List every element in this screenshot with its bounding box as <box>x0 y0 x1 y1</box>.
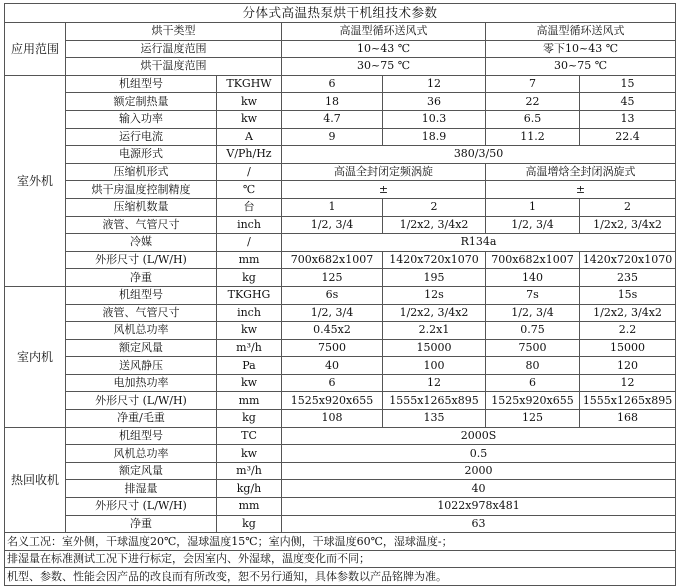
row-unit: TKGHG <box>217 286 282 304</box>
row-label: 外形尺寸 (L/W/H) <box>66 498 217 516</box>
cell: 2000S <box>282 427 676 445</box>
row-unit: kw <box>217 93 282 111</box>
cell: 1555x1265x895 <box>580 392 676 410</box>
section-recovery: 热回收机 <box>5 427 66 533</box>
row-label: 压缩机数量 <box>66 198 217 216</box>
cell: 15s <box>580 286 676 304</box>
header-row-optemp <box>5 40 676 58</box>
op-temp-a: 10~43 ℃ <box>282 40 486 58</box>
table-row <box>5 462 676 480</box>
row-label: 输入功率 <box>66 110 217 128</box>
cell: 15000 <box>383 339 486 357</box>
row-label: 净重 <box>66 269 217 287</box>
dry-temp-label: 烘干温度范围 <box>66 58 282 76</box>
cell: 高温全封闭定频涡旋 <box>282 163 486 181</box>
spec-sheet <box>4 3 675 586</box>
section-app: 应用范围 <box>5 23 66 76</box>
table-row <box>5 163 676 181</box>
row-unit: mm <box>217 498 282 516</box>
row-unit: m³/h <box>217 339 282 357</box>
table-row <box>5 198 676 216</box>
cell: 7500 <box>282 339 383 357</box>
dryer-type-label: 烘干类型 <box>66 23 282 41</box>
table-row <box>5 515 676 533</box>
cell: 1/2x2, 3/4x2 <box>580 304 676 322</box>
cell: 12s <box>383 286 486 304</box>
table-row <box>5 392 676 410</box>
cell: 12 <box>383 374 486 392</box>
cell: R134a <box>282 234 676 252</box>
row-unit: / <box>217 234 282 252</box>
cell: ± <box>486 181 676 199</box>
cell: 135 <box>383 410 486 428</box>
cell: 40 <box>282 480 676 498</box>
row-unit: TKGHW <box>217 75 282 93</box>
cell: 6 <box>282 75 383 93</box>
table-row <box>5 146 676 164</box>
table-row <box>5 427 676 445</box>
row-label: 送风静压 <box>66 357 217 375</box>
dry-temp-a: 30~75 ℃ <box>282 58 486 76</box>
title-row <box>5 4 676 23</box>
table-row <box>5 339 676 357</box>
row-label: 净重/毛重 <box>66 410 217 428</box>
note-disclaimer: 机型、参数、性能会因产品的改良而有所改变，恕不另行通知，具体参数以产品铭牌为准。 <box>5 568 676 586</box>
row-unit: TC <box>217 427 282 445</box>
table-row <box>5 480 676 498</box>
row-label: 额定风量 <box>66 339 217 357</box>
table-row <box>5 251 676 269</box>
cell: 1525x920x655 <box>282 392 383 410</box>
cell: 0.5 <box>282 445 676 463</box>
cell: 6.5 <box>486 110 580 128</box>
cell: 6 <box>486 374 580 392</box>
cell: 380/3/50 <box>282 146 676 164</box>
row-label: 烘干房温度控制精度 <box>66 181 217 199</box>
cell: 0.45x2 <box>282 322 383 340</box>
row-unit: inch <box>217 216 282 234</box>
row-label: 机组型号 <box>66 75 217 93</box>
table-row <box>5 374 676 392</box>
cell: 125 <box>282 269 383 287</box>
cell: 6 <box>282 374 383 392</box>
row-label: 外形尺寸 (L/W/H) <box>66 392 217 410</box>
cell: 1/2, 3/4 <box>282 216 383 234</box>
row-unit: kw <box>217 374 282 392</box>
row-label: 液管、气管尺寸 <box>66 216 217 234</box>
cell: 2.2x1 <box>383 322 486 340</box>
cell: 11.2 <box>486 128 580 146</box>
cell: 12 <box>383 75 486 93</box>
row-unit: inch <box>217 304 282 322</box>
row-unit: mm <box>217 251 282 269</box>
table-row <box>5 410 676 428</box>
cell: 1/2x2, 3/4x2 <box>580 216 676 234</box>
cell: 1 <box>282 198 383 216</box>
header-row-drytemp <box>5 58 676 76</box>
op-temp-b: 零下10~43 ℃ <box>486 40 676 58</box>
row-unit: kw <box>217 445 282 463</box>
table-row <box>5 234 676 252</box>
cell: 22.4 <box>580 128 676 146</box>
row-unit: 台 <box>217 198 282 216</box>
table-row <box>5 304 676 322</box>
row-label: 液管、气管尺寸 <box>66 304 217 322</box>
table-row <box>5 128 676 146</box>
cell: 700x682x1007 <box>486 251 580 269</box>
cell: 195 <box>383 269 486 287</box>
cell: 1555x1265x895 <box>383 392 486 410</box>
cell: 7 <box>486 75 580 93</box>
cell: 9 <box>282 128 383 146</box>
cell: 100 <box>383 357 486 375</box>
table-row <box>5 286 676 304</box>
cell: 4.7 <box>282 110 383 128</box>
cell: 7500 <box>486 339 580 357</box>
cell: 40 <box>282 357 383 375</box>
cell: 18.9 <box>383 128 486 146</box>
spec-table <box>4 3 676 586</box>
table-row <box>5 498 676 516</box>
cell: 2000 <box>282 462 676 480</box>
row-label: 运行电流 <box>66 128 217 146</box>
cell: 15 <box>580 75 676 93</box>
cell: 125 <box>486 410 580 428</box>
cell: 0.75 <box>486 322 580 340</box>
row-label: 冷媒 <box>66 234 217 252</box>
cell: 140 <box>486 269 580 287</box>
table-row <box>5 322 676 340</box>
table-row <box>5 75 676 93</box>
page-title: 分体式高温热泵烘干机组技术参数 <box>5 4 676 23</box>
row-label: 电加热功率 <box>66 374 217 392</box>
cell: 高温增焓全封闭涡旋式 <box>486 163 676 181</box>
cell: 36 <box>383 93 486 111</box>
cell: 235 <box>580 269 676 287</box>
section-indoor: 室内机 <box>5 286 66 427</box>
row-unit: kg <box>217 410 282 428</box>
cell: 15000 <box>580 339 676 357</box>
cell: 1022x978x481 <box>282 498 676 516</box>
row-label: 风机总功率 <box>66 445 217 463</box>
cell: 108 <box>282 410 383 428</box>
row-unit: kw <box>217 322 282 340</box>
table-row <box>5 357 676 375</box>
cell: 2 <box>383 198 486 216</box>
table-row <box>5 110 676 128</box>
cell: 1420x720x1070 <box>580 251 676 269</box>
row-unit: kg <box>217 515 282 533</box>
note-row <box>5 568 676 586</box>
table-row <box>5 93 676 111</box>
cell: 80 <box>486 357 580 375</box>
cell: 120 <box>580 357 676 375</box>
cell: 18 <box>282 93 383 111</box>
row-label: 排湿量 <box>66 480 217 498</box>
row-unit: mm <box>217 392 282 410</box>
row-unit: A <box>217 128 282 146</box>
row-label: 额定制热量 <box>66 93 217 111</box>
cell: 1/2x2, 3/4x2 <box>383 216 486 234</box>
row-unit: ℃ <box>217 181 282 199</box>
dry-temp-b: 30~75 ℃ <box>486 58 676 76</box>
cell: 45 <box>580 93 676 111</box>
table-row <box>5 216 676 234</box>
cell: 63 <box>282 515 676 533</box>
row-unit: kg/h <box>217 480 282 498</box>
op-temp-label: 运行温度范围 <box>66 40 282 58</box>
row-label: 机组型号 <box>66 286 217 304</box>
note-row <box>5 533 676 551</box>
cell: 2.2 <box>580 322 676 340</box>
cell: 10.3 <box>383 110 486 128</box>
cell: 1/2, 3/4 <box>486 216 580 234</box>
row-label: 净重 <box>66 515 217 533</box>
cell: 1/2x2, 3/4x2 <box>383 304 486 322</box>
table-row <box>5 181 676 199</box>
cell: 1/2, 3/4 <box>486 304 580 322</box>
note-conditions: 名义工况：室外侧，干球温度20℃，湿球温度15℃；室内侧，干球温度60℃，湿球温度-； <box>5 533 676 551</box>
cell: 6s <box>282 286 383 304</box>
cell: 7s <box>486 286 580 304</box>
row-unit: m³/h <box>217 462 282 480</box>
header-row-type <box>5 23 676 41</box>
cell: 22 <box>486 93 580 111</box>
row-label: 外形尺寸 (L/W/H) <box>66 251 217 269</box>
row-label: 压缩机形式 <box>66 163 217 181</box>
note-row <box>5 550 676 568</box>
section-outdoor: 室外机 <box>5 75 66 286</box>
row-label: 电源形式 <box>66 146 217 164</box>
row-unit: / <box>217 163 282 181</box>
row-label: 额定风量 <box>66 462 217 480</box>
cell: ± <box>282 181 486 199</box>
note-dehumidify: 排湿量在标准测试工况下进行标定，会因室内、外湿球，温度变化而不同； <box>5 550 676 568</box>
row-label: 机组型号 <box>66 427 217 445</box>
row-unit: kw <box>217 110 282 128</box>
row-unit: Pa <box>217 357 282 375</box>
cell: 700x682x1007 <box>282 251 383 269</box>
cell: 1420x720x1070 <box>383 251 486 269</box>
cell: 1 <box>486 198 580 216</box>
cell: 168 <box>580 410 676 428</box>
type-b: 高温型循环送风式 <box>486 23 676 41</box>
table-row <box>5 269 676 287</box>
row-unit: V/Ph/Hz <box>217 146 282 164</box>
cell: 12 <box>580 374 676 392</box>
table-row <box>5 445 676 463</box>
cell: 1525x920x655 <box>486 392 580 410</box>
row-label: 风机总功率 <box>66 322 217 340</box>
cell: 13 <box>580 110 676 128</box>
cell: 2 <box>580 198 676 216</box>
row-unit: kg <box>217 269 282 287</box>
cell: 1/2, 3/4 <box>282 304 383 322</box>
type-a: 高温型循环送风式 <box>282 23 486 41</box>
